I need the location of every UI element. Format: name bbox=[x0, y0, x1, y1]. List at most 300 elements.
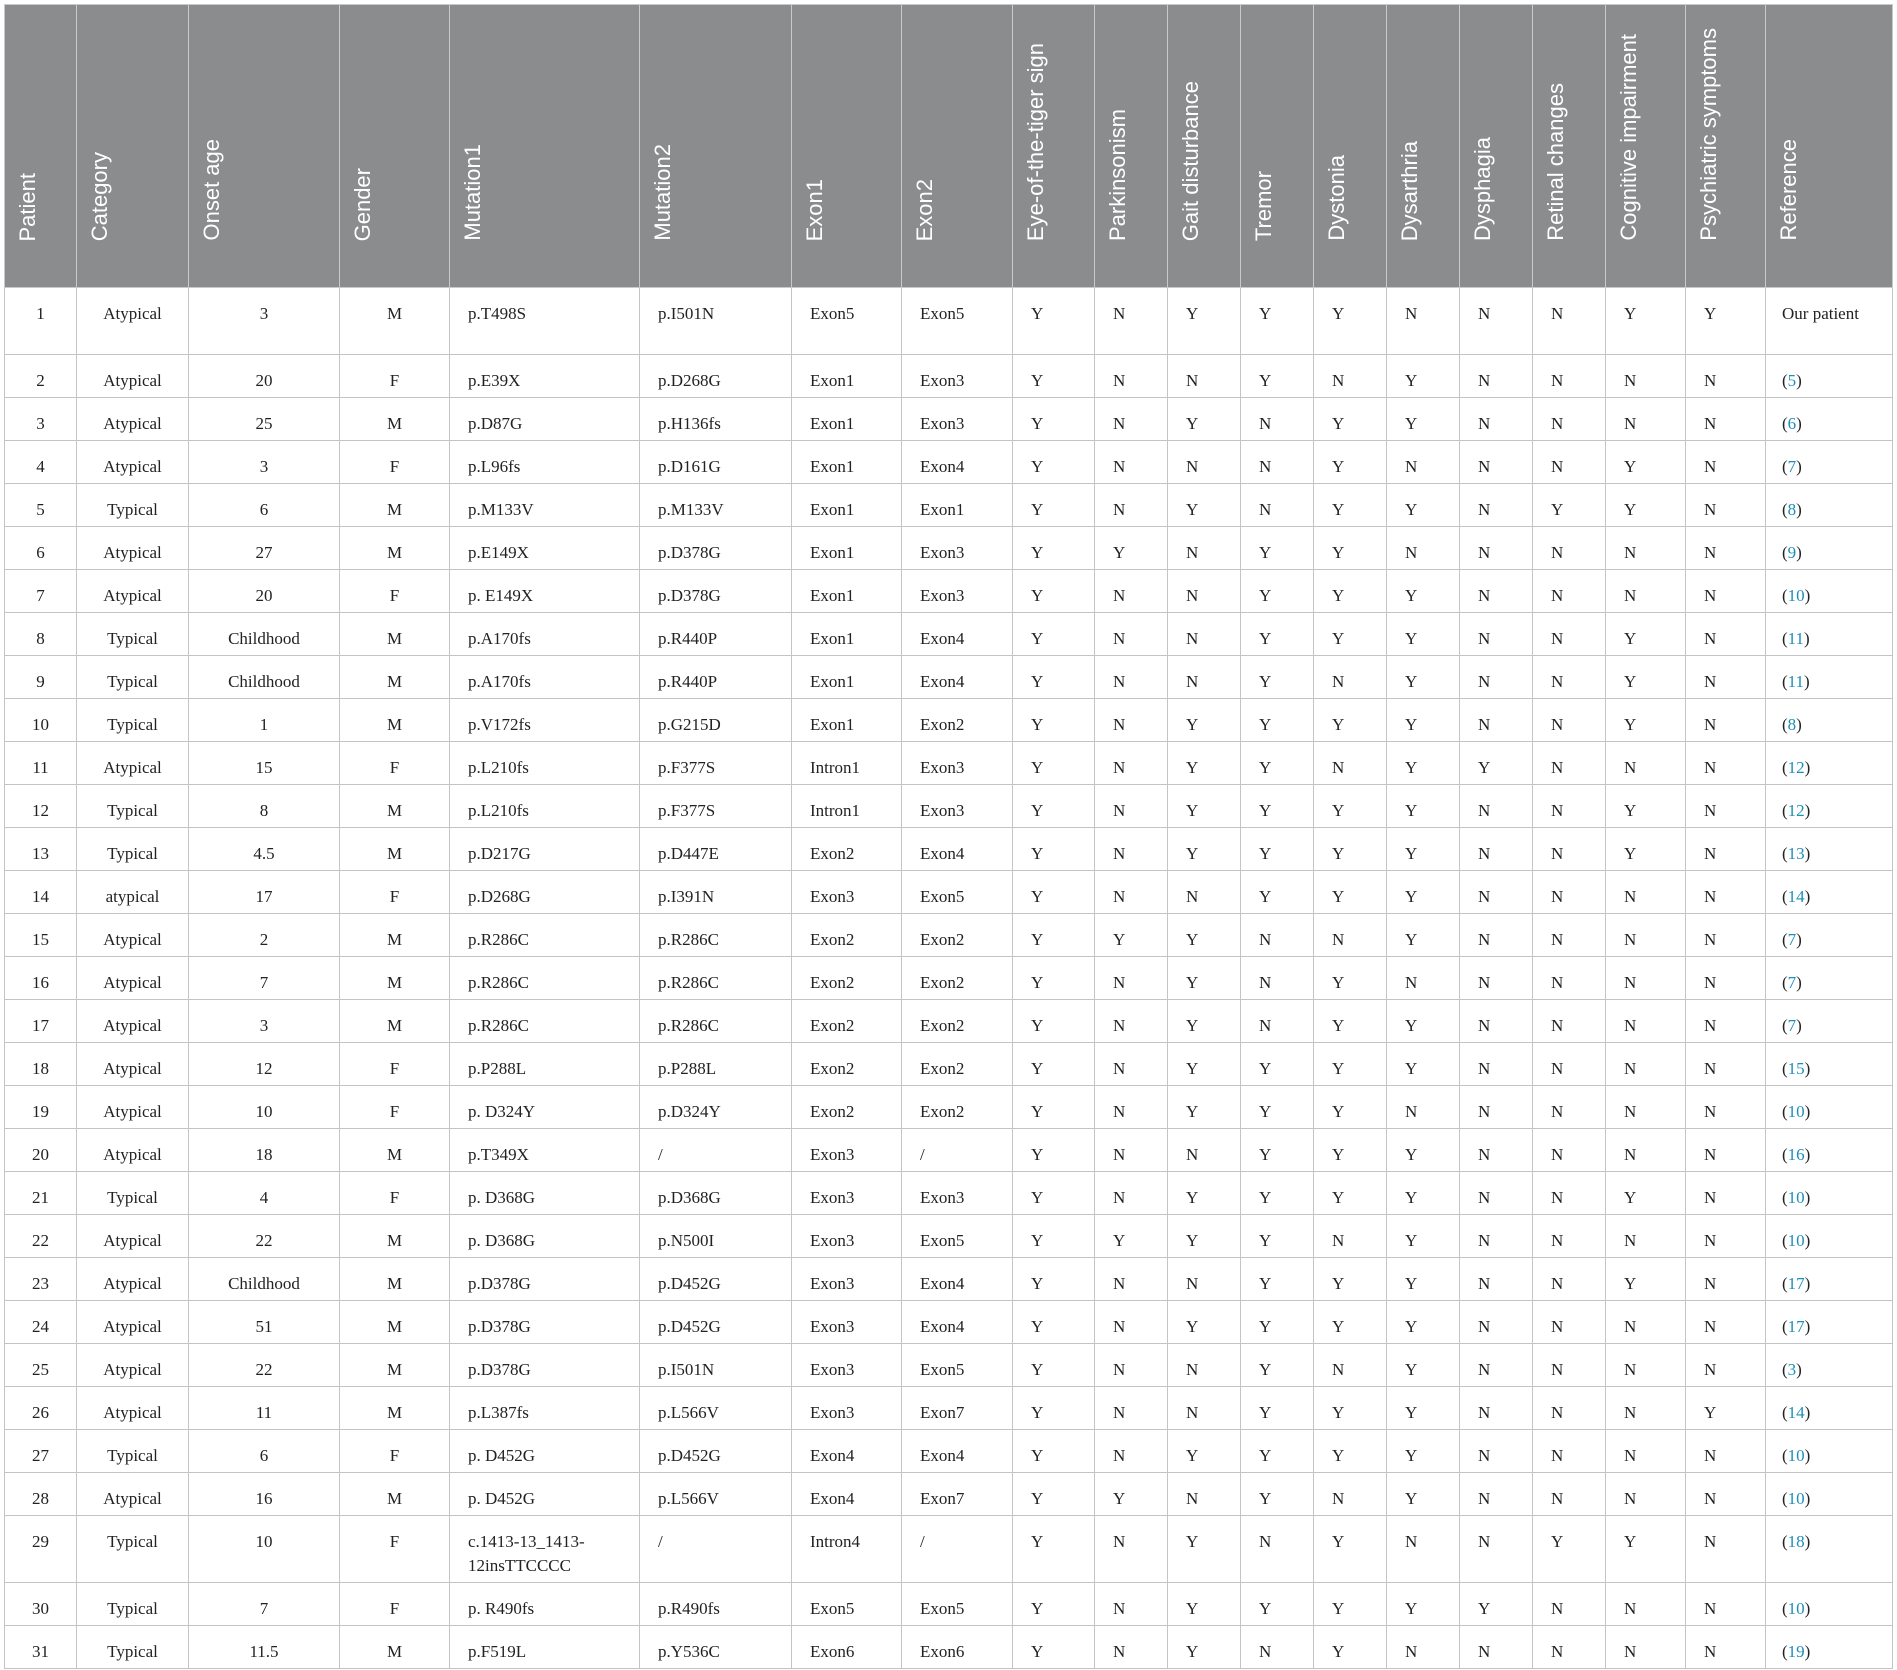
cell-ret: N bbox=[1533, 1086, 1606, 1129]
cell-category: Typical bbox=[77, 613, 189, 656]
cell-m1: p. R490fs bbox=[450, 1583, 640, 1626]
column-header bbox=[1095, 5, 1168, 288]
cell-park: N bbox=[1095, 1516, 1168, 1583]
cell-m1: p. D452G bbox=[450, 1430, 640, 1473]
cell-ret: N bbox=[1533, 957, 1606, 1000]
cell-gait: N bbox=[1168, 656, 1241, 699]
cell-dysa: N bbox=[1387, 288, 1460, 355]
cell-dyst: N bbox=[1314, 742, 1387, 785]
reference-link[interactable]: 10 bbox=[1787, 1446, 1805, 1465]
cell-onset: 18 bbox=[189, 1129, 340, 1172]
cell-reference bbox=[1766, 1473, 1893, 1516]
cell-e1: Intron1 bbox=[792, 785, 902, 828]
column-header-label: Psychiatric symptoms bbox=[1696, 28, 1721, 241]
reference-link[interactable]: 10 bbox=[1787, 1231, 1805, 1250]
cell-gait: Y bbox=[1168, 785, 1241, 828]
cell-reference bbox=[1766, 914, 1893, 957]
cell-eye: Y bbox=[1013, 1473, 1095, 1516]
reference-link[interactable]: 3 bbox=[1787, 1360, 1797, 1379]
cell-cog: Y bbox=[1606, 613, 1686, 656]
cell-gait: Y bbox=[1168, 742, 1241, 785]
cell-gait: Y bbox=[1168, 1626, 1241, 1669]
cell-eye: Y bbox=[1013, 570, 1095, 613]
cell-reference bbox=[1766, 828, 1893, 871]
cell-m1: p.T498S bbox=[450, 288, 640, 355]
cell-onset: 6 bbox=[189, 1430, 340, 1473]
cell-park: N bbox=[1095, 288, 1168, 355]
cell-gender: M bbox=[340, 398, 450, 441]
table-row bbox=[5, 1344, 1893, 1387]
cell-dysp: N bbox=[1460, 355, 1533, 398]
cell-reference bbox=[1766, 871, 1893, 914]
reference-link[interactable]: 7 bbox=[1787, 930, 1797, 949]
reference-text: ( bbox=[1782, 844, 1788, 863]
cell-onset: 12 bbox=[189, 1043, 340, 1086]
cell-ret: Y bbox=[1533, 484, 1606, 527]
cell-ret: N bbox=[1533, 398, 1606, 441]
cell-cog: N bbox=[1606, 1387, 1686, 1430]
reference-text: ) bbox=[1796, 930, 1802, 949]
cell-ret: N bbox=[1533, 914, 1606, 957]
cell-e2: Exon4 bbox=[902, 828, 1013, 871]
cell-dysa: N bbox=[1387, 527, 1460, 570]
cell-psy: N bbox=[1686, 527, 1766, 570]
cell-e2: Exon4 bbox=[902, 1258, 1013, 1301]
cell-psy: N bbox=[1686, 1626, 1766, 1669]
cell-gait: N bbox=[1168, 1344, 1241, 1387]
cell-dyst: Y bbox=[1314, 1043, 1387, 1086]
column-header bbox=[792, 5, 902, 288]
cell-park: N bbox=[1095, 1344, 1168, 1387]
cell-e2: Exon4 bbox=[902, 441, 1013, 484]
reference-text: ( bbox=[1782, 715, 1788, 734]
cell-dysa: Y bbox=[1387, 1215, 1460, 1258]
cell-patient: 26 bbox=[5, 1387, 77, 1430]
reference-link[interactable]: 12 bbox=[1787, 801, 1805, 820]
cell-eye: Y bbox=[1013, 1129, 1095, 1172]
reference-link[interactable]: 14 bbox=[1787, 887, 1805, 906]
cell-m1: p.R286C bbox=[450, 914, 640, 957]
reference-text: ) bbox=[1804, 1102, 1811, 1121]
cell-dyst: Y bbox=[1314, 1626, 1387, 1669]
reference-text: ) bbox=[1804, 1489, 1811, 1508]
reference-text: ( bbox=[1782, 1599, 1788, 1618]
cell-patient: 27 bbox=[5, 1430, 77, 1473]
cell-e2: / bbox=[902, 1129, 1013, 1172]
reference-text: ) bbox=[1804, 1274, 1811, 1293]
cell-e1: Exon5 bbox=[792, 1583, 902, 1626]
cell-dysp: N bbox=[1460, 1344, 1533, 1387]
cell-patient: 16 bbox=[5, 957, 77, 1000]
cell-onset: 7 bbox=[189, 957, 340, 1000]
cell-park: N bbox=[1095, 742, 1168, 785]
cell-patient: 29 bbox=[5, 1516, 77, 1583]
cell-e1: Exon2 bbox=[792, 1086, 902, 1129]
cell-e2: Exon7 bbox=[902, 1387, 1013, 1430]
cell-gender: M bbox=[340, 914, 450, 957]
cell-dyst: N bbox=[1314, 355, 1387, 398]
cell-gait: N bbox=[1168, 1473, 1241, 1516]
cell-onset: 51 bbox=[189, 1301, 340, 1344]
cell-gait: Y bbox=[1168, 1215, 1241, 1258]
cell-park: N bbox=[1095, 570, 1168, 613]
column-header-label: Category bbox=[87, 151, 112, 241]
cell-m1: p.D217G bbox=[450, 828, 640, 871]
cell-psy: N bbox=[1686, 1172, 1766, 1215]
cell-gender: F bbox=[340, 1516, 450, 1583]
cell-dysp: Y bbox=[1460, 742, 1533, 785]
cell-ret: N bbox=[1533, 699, 1606, 742]
reference-link[interactable]: 19 bbox=[1787, 1642, 1805, 1661]
cell-m1: p.D87G bbox=[450, 398, 640, 441]
cell-e1: Exon1 bbox=[792, 613, 902, 656]
cell-psy: N bbox=[1686, 1215, 1766, 1258]
cell-psy: N bbox=[1686, 914, 1766, 957]
cell-ret: N bbox=[1533, 1215, 1606, 1258]
cell-park: N bbox=[1095, 1258, 1168, 1301]
cell-category: Atypical bbox=[77, 957, 189, 1000]
cell-m2: p.F377S bbox=[640, 742, 792, 785]
cell-ret: N bbox=[1533, 1473, 1606, 1516]
cell-tremor: Y bbox=[1241, 1172, 1314, 1215]
cell-tremor: N bbox=[1241, 1626, 1314, 1669]
cell-gender: M bbox=[340, 1258, 450, 1301]
cell-m2: p.G215D bbox=[640, 699, 792, 742]
cell-psy: N bbox=[1686, 785, 1766, 828]
cell-eye: Y bbox=[1013, 1086, 1095, 1129]
column-header-label: Dysphagia bbox=[1470, 137, 1495, 241]
reference-link[interactable]: 9 bbox=[1787, 543, 1797, 562]
reference-link[interactable]: 11 bbox=[1787, 672, 1805, 691]
reference-link[interactable]: 18 bbox=[1787, 1532, 1805, 1551]
cell-onset: 25 bbox=[189, 398, 340, 441]
reference-text: ) bbox=[1804, 844, 1811, 863]
reference-text: ) bbox=[1804, 586, 1811, 605]
cell-dysa: Y bbox=[1387, 1172, 1460, 1215]
cell-e2: Exon3 bbox=[902, 742, 1013, 785]
reference-link[interactable]: 7 bbox=[1787, 457, 1797, 476]
cell-m1: p. D368G bbox=[450, 1215, 640, 1258]
cell-dysp: Y bbox=[1460, 1583, 1533, 1626]
reference-link[interactable]: 17 bbox=[1787, 1274, 1805, 1293]
cell-gait: N bbox=[1168, 1129, 1241, 1172]
cell-patient: 25 bbox=[5, 1344, 77, 1387]
cell-m1: p.L210fs bbox=[450, 785, 640, 828]
table-row bbox=[5, 1086, 1893, 1129]
cell-m2: p.D452G bbox=[640, 1301, 792, 1344]
cell-dysp: N bbox=[1460, 1387, 1533, 1430]
cell-park: N bbox=[1095, 1583, 1168, 1626]
cell-park: N bbox=[1095, 1086, 1168, 1129]
cell-dysp: N bbox=[1460, 914, 1533, 957]
reference-text: Our patient bbox=[1782, 304, 1859, 323]
cell-cog: N bbox=[1606, 914, 1686, 957]
reference-link[interactable]: 7 bbox=[1787, 1016, 1797, 1035]
cell-category: Atypical bbox=[77, 1215, 189, 1258]
cell-gender: M bbox=[340, 1387, 450, 1430]
reference-text: ) bbox=[1796, 457, 1802, 476]
cell-category: Atypical bbox=[77, 441, 189, 484]
reference-text: ( bbox=[1782, 1188, 1788, 1207]
column-header-label: Retinal changes bbox=[1543, 83, 1568, 241]
cell-m1: p.M133V bbox=[450, 484, 640, 527]
cell-onset: 10 bbox=[189, 1516, 340, 1583]
cell-patient: 19 bbox=[5, 1086, 77, 1129]
cell-ret: N bbox=[1533, 1301, 1606, 1344]
cell-eye: Y bbox=[1013, 1301, 1095, 1344]
column-header-label: Exon2 bbox=[912, 178, 937, 241]
cell-m2: p.H136fs bbox=[640, 398, 792, 441]
table-row bbox=[5, 871, 1893, 914]
cell-category: Typical bbox=[77, 1430, 189, 1473]
cell-dyst: Y bbox=[1314, 1086, 1387, 1129]
reference-text: ) bbox=[1796, 715, 1802, 734]
reference-link[interactable]: 8 bbox=[1787, 500, 1797, 519]
cell-tremor: Y bbox=[1241, 828, 1314, 871]
cell-gender: F bbox=[340, 1583, 450, 1626]
reference-text: ( bbox=[1782, 371, 1788, 390]
cell-psy: Y bbox=[1686, 1387, 1766, 1430]
cell-m2: p.I501N bbox=[640, 288, 792, 355]
reference-text: ( bbox=[1782, 758, 1788, 777]
cell-park: Y bbox=[1095, 1215, 1168, 1258]
cell-tremor: Y bbox=[1241, 785, 1314, 828]
table-row bbox=[5, 785, 1893, 828]
column-header bbox=[189, 5, 340, 288]
reference-text: ) bbox=[1804, 887, 1811, 906]
cell-cog: Y bbox=[1606, 1258, 1686, 1301]
reference-link[interactable]: 5 bbox=[1787, 371, 1797, 390]
cell-psy: N bbox=[1686, 613, 1766, 656]
cell-psy: N bbox=[1686, 398, 1766, 441]
column-header bbox=[1241, 5, 1314, 288]
reference-link[interactable]: 8 bbox=[1787, 715, 1797, 734]
cell-tremor: Y bbox=[1241, 613, 1314, 656]
cell-dysa: Y bbox=[1387, 656, 1460, 699]
cell-onset: Childhood bbox=[189, 613, 340, 656]
cell-reference bbox=[1766, 1430, 1893, 1473]
cell-m2: p.I391N bbox=[640, 871, 792, 914]
cell-dyst: Y bbox=[1314, 570, 1387, 613]
cell-e1: Exon2 bbox=[792, 1043, 902, 1086]
cell-dysa: Y bbox=[1387, 785, 1460, 828]
table-row bbox=[5, 441, 1893, 484]
cell-tremor: Y bbox=[1241, 570, 1314, 613]
column-header-label: Patient bbox=[15, 172, 40, 241]
cell-m2: p.D447E bbox=[640, 828, 792, 871]
cell-patient: 17 bbox=[5, 1000, 77, 1043]
reference-text: ( bbox=[1782, 1317, 1788, 1336]
table-row bbox=[5, 914, 1893, 957]
cell-tremor: Y bbox=[1241, 656, 1314, 699]
column-header bbox=[1606, 5, 1686, 288]
cell-gender: M bbox=[340, 957, 450, 1000]
cell-psy: N bbox=[1686, 742, 1766, 785]
cell-dyst: Y bbox=[1314, 398, 1387, 441]
table-row bbox=[5, 484, 1893, 527]
cell-tremor: N bbox=[1241, 914, 1314, 957]
column-header bbox=[1013, 5, 1095, 288]
reference-link[interactable]: 10 bbox=[1787, 1188, 1805, 1207]
reference-text: ( bbox=[1782, 887, 1788, 906]
reference-text: ( bbox=[1782, 1059, 1788, 1078]
cell-patient: 7 bbox=[5, 570, 77, 613]
table-row bbox=[5, 699, 1893, 742]
cell-m1: p.A170fs bbox=[450, 613, 640, 656]
cell-gender: F bbox=[340, 1043, 450, 1086]
reference-text: ) bbox=[1804, 1145, 1811, 1164]
cell-park: N bbox=[1095, 441, 1168, 484]
reference-link[interactable]: 7 bbox=[1787, 973, 1797, 992]
cell-dysa: Y bbox=[1387, 1387, 1460, 1430]
cell-dysa: N bbox=[1387, 1516, 1460, 1583]
cell-ret: N bbox=[1533, 1129, 1606, 1172]
cell-psy: Y bbox=[1686, 288, 1766, 355]
cell-eye: Y bbox=[1013, 1258, 1095, 1301]
cell-patient: 13 bbox=[5, 828, 77, 871]
reference-link[interactable]: 17 bbox=[1787, 1317, 1805, 1336]
cell-e2: Exon5 bbox=[902, 1344, 1013, 1387]
cell-ret: N bbox=[1533, 828, 1606, 871]
cell-dyst: Y bbox=[1314, 1129, 1387, 1172]
cell-reference bbox=[1766, 1387, 1893, 1430]
cell-category: Typical bbox=[77, 828, 189, 871]
cell-patient: 4 bbox=[5, 441, 77, 484]
cell-reference bbox=[1766, 527, 1893, 570]
cell-dyst: Y bbox=[1314, 1583, 1387, 1626]
cell-gait: Y bbox=[1168, 1301, 1241, 1344]
cell-category: Typical bbox=[77, 699, 189, 742]
column-header-label: Mutation1 bbox=[460, 144, 485, 241]
column-header-label: Onset age bbox=[199, 139, 224, 241]
reference-link[interactable]: 10 bbox=[1787, 586, 1805, 605]
cell-eye: Y bbox=[1013, 742, 1095, 785]
cell-tremor: Y bbox=[1241, 699, 1314, 742]
cell-reference bbox=[1766, 1172, 1893, 1215]
cell-onset: 16 bbox=[189, 1473, 340, 1516]
cell-tremor: Y bbox=[1241, 1215, 1314, 1258]
cell-eye: Y bbox=[1013, 957, 1095, 1000]
cell-park: N bbox=[1095, 1626, 1168, 1669]
cell-gender: M bbox=[340, 1215, 450, 1258]
cell-category: Typical bbox=[77, 1516, 189, 1583]
cell-reference bbox=[1766, 398, 1893, 441]
cell-eye: Y bbox=[1013, 1215, 1095, 1258]
cell-tremor: Y bbox=[1241, 1129, 1314, 1172]
cell-m2: / bbox=[640, 1129, 792, 1172]
reference-text: ( bbox=[1782, 500, 1788, 519]
cell-dysa: Y bbox=[1387, 398, 1460, 441]
cell-dyst: Y bbox=[1314, 785, 1387, 828]
cell-category: Atypical bbox=[77, 288, 189, 355]
reference-link[interactable]: 12 bbox=[1787, 758, 1805, 777]
cell-dysa: Y bbox=[1387, 828, 1460, 871]
table-row bbox=[5, 1473, 1893, 1516]
cell-tremor: N bbox=[1241, 957, 1314, 1000]
reference-link[interactable]: 15 bbox=[1787, 1059, 1805, 1078]
cell-dysa: N bbox=[1387, 957, 1460, 1000]
cell-dysa: Y bbox=[1387, 871, 1460, 914]
reference-link[interactable]: 10 bbox=[1787, 1599, 1805, 1618]
cell-park: N bbox=[1095, 828, 1168, 871]
cell-tremor: Y bbox=[1241, 871, 1314, 914]
cell-m1: p.T349X bbox=[450, 1129, 640, 1172]
cell-reference bbox=[1766, 656, 1893, 699]
cell-category: Atypical bbox=[77, 1043, 189, 1086]
cell-category: Atypical bbox=[77, 570, 189, 613]
reference-link[interactable]: 14 bbox=[1787, 1403, 1805, 1422]
cell-patient: 14 bbox=[5, 871, 77, 914]
cell-m2: / bbox=[640, 1516, 792, 1583]
cell-e2: Exon5 bbox=[902, 288, 1013, 355]
cell-m1: p. D452G bbox=[450, 1473, 640, 1516]
cell-e1: Exon3 bbox=[792, 1344, 902, 1387]
column-header bbox=[340, 5, 450, 288]
cell-m2: p.D452G bbox=[640, 1430, 792, 1473]
reference-link[interactable]: 10 bbox=[1787, 1489, 1805, 1508]
cell-ret: N bbox=[1533, 1583, 1606, 1626]
cell-m1: c.1413-13_1413-12insTTCCCC bbox=[450, 1516, 640, 1583]
cell-category: Atypical bbox=[77, 398, 189, 441]
cell-cog: N bbox=[1606, 871, 1686, 914]
cell-eye: Y bbox=[1013, 1172, 1095, 1215]
table-row bbox=[5, 742, 1893, 785]
cell-eye: Y bbox=[1013, 656, 1095, 699]
cell-tremor: Y bbox=[1241, 355, 1314, 398]
column-header bbox=[902, 5, 1013, 288]
cell-tremor: N bbox=[1241, 484, 1314, 527]
reference-text: ( bbox=[1782, 1274, 1788, 1293]
cell-park: N bbox=[1095, 1129, 1168, 1172]
cell-reference bbox=[1766, 742, 1893, 785]
reference-link[interactable]: 6 bbox=[1787, 414, 1797, 433]
cell-tremor: N bbox=[1241, 1516, 1314, 1583]
cell-park: N bbox=[1095, 1172, 1168, 1215]
cell-e1: Exon1 bbox=[792, 699, 902, 742]
cell-m1: p.L210fs bbox=[450, 742, 640, 785]
cell-patient: 18 bbox=[5, 1043, 77, 1086]
reference-text: ) bbox=[1804, 1059, 1811, 1078]
cell-gender: M bbox=[340, 1626, 450, 1669]
cell-tremor: Y bbox=[1241, 527, 1314, 570]
cell-e2: Exon7 bbox=[902, 1473, 1013, 1516]
reference-link[interactable]: 11 bbox=[1787, 629, 1805, 648]
cell-patient: 9 bbox=[5, 656, 77, 699]
reference-link[interactable]: 16 bbox=[1787, 1145, 1805, 1164]
cell-m2: p.R286C bbox=[640, 914, 792, 957]
cell-m2: p.L566V bbox=[640, 1387, 792, 1430]
reference-link[interactable]: 10 bbox=[1787, 1102, 1805, 1121]
table-row bbox=[5, 1583, 1893, 1626]
cell-eye: Y bbox=[1013, 1583, 1095, 1626]
cell-onset: 22 bbox=[189, 1215, 340, 1258]
cell-psy: N bbox=[1686, 871, 1766, 914]
cell-cog: N bbox=[1606, 1000, 1686, 1043]
cell-e2: Exon4 bbox=[902, 656, 1013, 699]
reference-text: ( bbox=[1782, 414, 1788, 433]
reference-link[interactable]: 13 bbox=[1787, 844, 1805, 863]
cell-reference bbox=[1766, 613, 1893, 656]
cell-dysa: Y bbox=[1387, 1043, 1460, 1086]
cell-patient: 1 bbox=[5, 288, 77, 355]
cell-e2: Exon3 bbox=[902, 570, 1013, 613]
column-header-label: Tremor bbox=[1251, 170, 1276, 241]
cell-tremor: N bbox=[1241, 441, 1314, 484]
column-header bbox=[1533, 5, 1606, 288]
cell-tremor: Y bbox=[1241, 1043, 1314, 1086]
column-header bbox=[1766, 5, 1893, 288]
cell-gait: N bbox=[1168, 1258, 1241, 1301]
